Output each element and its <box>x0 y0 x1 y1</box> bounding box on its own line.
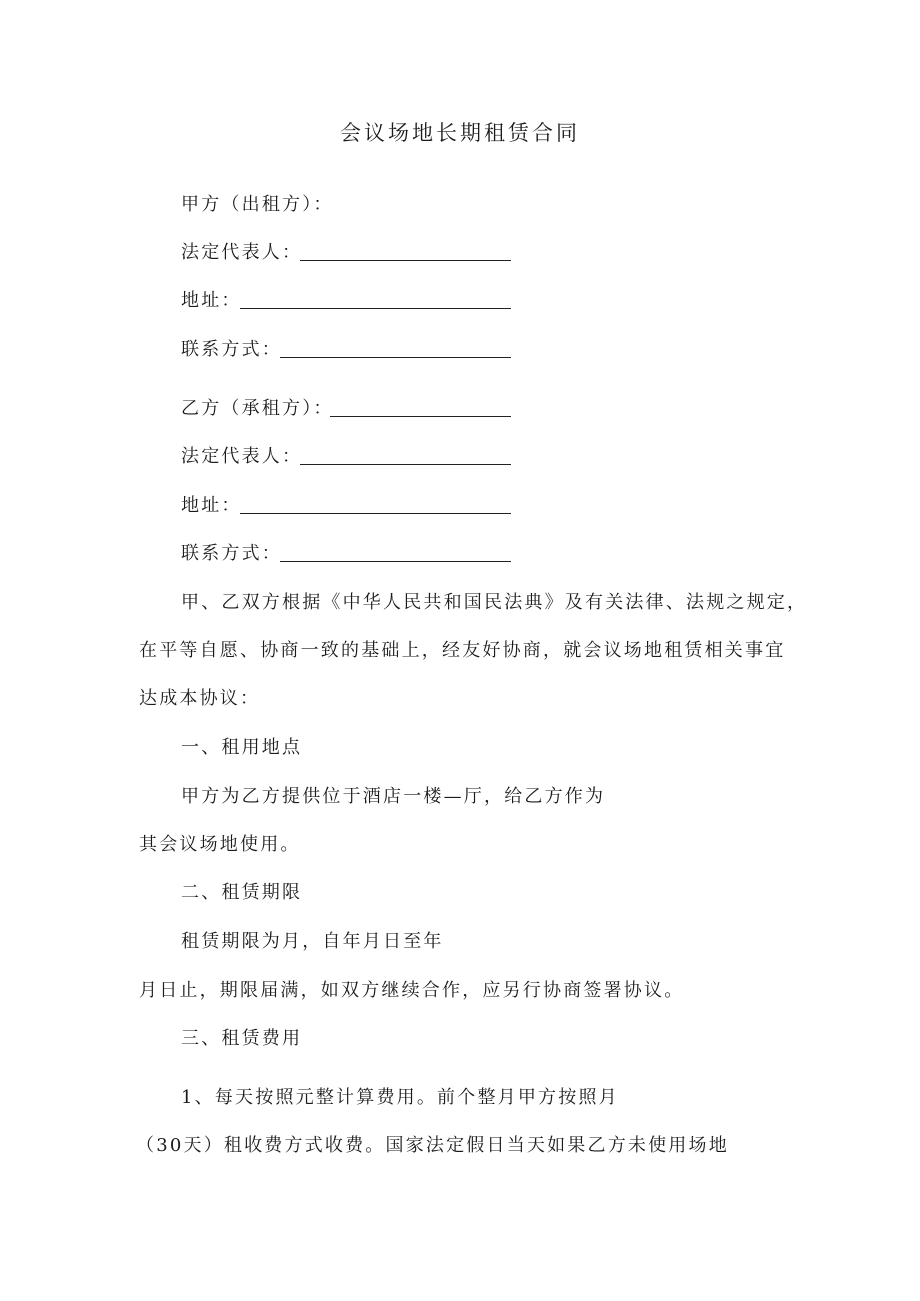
section-line: 月日止，期限届满，如双方继续合作，应另行协商签署协议。 <box>139 980 685 1001</box>
party-a-rep-blank <box>300 260 511 261</box>
section-heading: 二、租赁期限 <box>181 882 303 903</box>
preamble-line: 达成本协议： <box>139 688 261 709</box>
section-heading: 一、租用地点 <box>181 737 303 758</box>
party-b-name-blank <box>330 416 511 417</box>
party-a-address-label: 地址： <box>181 290 242 311</box>
party-b-heading: 乙方（承租方）： <box>181 398 334 419</box>
party-a-heading: 甲方（出租方）： <box>181 194 334 215</box>
party-a-contact-blank <box>280 357 511 358</box>
party-a-rep-label: 法定代表人： <box>181 242 303 263</box>
party-b-contact-blank <box>280 561 511 562</box>
party-a-contact-label: 联系方式： <box>181 339 282 360</box>
section-heading: 三、租赁费用 <box>181 1028 303 1049</box>
section-line: 其会议场地使用。 <box>139 834 301 855</box>
party-b-rep-blank <box>300 464 511 465</box>
party-b-contact-label: 联系方式： <box>181 543 282 564</box>
party-b-rep-label: 法定代表人： <box>181 446 303 467</box>
party-a-address-blank <box>240 308 511 309</box>
section-line: （30天）租收费方式收费。国家法定假日当天如果乙方未使用场地 <box>136 1135 729 1156</box>
section-line: 甲方为乙方提供位于酒店一楼—厅，给乙方作为 <box>181 786 606 807</box>
section-line: 租赁期限为月，自年月日至年 <box>181 931 444 952</box>
preamble-line: 甲、乙双方根据《中华人民共和国民法典》及有关法律、法规之规定， <box>181 592 808 613</box>
document-title: 会议场地长期租赁合同 <box>340 121 580 145</box>
party-b-address-label: 地址： <box>181 495 242 516</box>
party-b-address-blank <box>240 513 511 514</box>
preamble-line: 在平等自愿、协商一致的基础上，经友好协商，就会议场地租赁相关事宜 <box>139 640 786 661</box>
section-line: 1、每天按照元整计算费用。前个整月甲方按照月 <box>181 1087 619 1108</box>
